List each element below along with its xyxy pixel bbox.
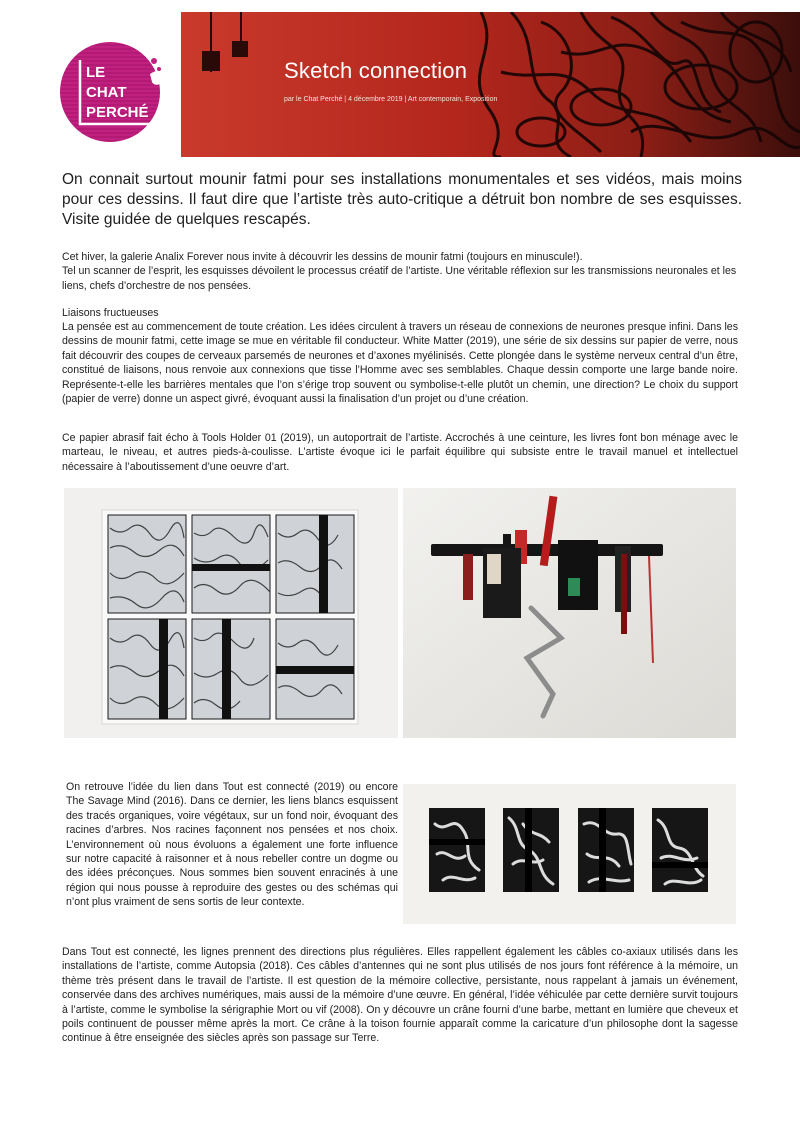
six-drawings-grid-image — [64, 488, 398, 738]
artwork-photo-tools-holder — [403, 488, 736, 738]
paragraph-3: On retrouve l’idée du lien dans Tout est connecté (2019) ou encore The Savage Mind (2016). Dans ce dernier, les liens blancs esquissent des tracés organiques, voire végétaux, sur un fond noir, évoquant des racines d’arbres. Nos racines façonnent nos pensées et nos choix. L’environnement où nous évoluons a également une forte influence sur notre capacité à raisonner et à nous rebeller contre un dogme ou des idées préconçues. Nous sommes bien souvent enracinés à une région qui nous pousse à reproduire des gestes ou des schémas qui n’ont plus vraiment de sens sortis de leur contexte. — [66, 781, 398, 909]
section-heading: Liaisons fructueuses — [62, 307, 159, 319]
tool-belt-sculpture-image — [403, 488, 736, 738]
four-drawings-on-wall-image — [403, 784, 736, 924]
intro-paragraph-1: Cet hiver, la galerie Analix Forever nous invite à découvrir les dessins de mounir fatmi (toujours en minuscule!). — [62, 251, 583, 263]
article-lead: On connait surtout mounir fatmi pour ses installations monumentales et ses vidéos, mais moins pour ces dessins. Il faut dire que l’artiste très auto-critique a détruit bon nombre de ses esquisses. Visite guidée de quelques rescapés. — [62, 171, 742, 228]
logo-line-3: PERCHÉ — [86, 104, 149, 121]
paragraph-1: La pensée est au commencement de toute création. Les idées circulent à travers un réseau de connexions de neurones presque infini. Dans les dessins de mounir fatmi, cette image se mue en véritable fil conducteur. White Matter (2019), une série de six dessins sur papier de verre, nous fait découvrir des coupes de cerveaux parsemés de neurones et d’axones myélinisés. Cette plongée dans le système nerveux central d’un être, constitué de liaisons, nous renvoie aux connexions que tisse l’Homme avec ses semblables. Chaque dessin comporte une large bande noire. Représente-t-elle les barrières mentales que l’on s’érige trop souvent ou symbolise-t-elle plutôt un chemin, une direction? Le choix du support (papier de verre) donne un aspect givré, évoquant aussi la finalisation d’un projet ou d’une création. — [62, 321, 738, 406]
logo-line-2: CHAT — [86, 84, 127, 101]
site-logo[interactable] — [58, 38, 166, 146]
article-intro — [62, 250, 738, 293]
paragraph-2: Ce papier abrasif fait écho à Tools Holder 01 (2019), un autoportrait de l’artiste. Accrochés à une ceinture, les livres font bon ménage avec le marteau, le niveau, et autres pieds-à-coulisse. L’artiste évoque ici le parfait équilibre qui subsiste entre le travail manuel et intellectuel nécessaire à l’aboutissement d’une oeuvre d’art. — [62, 432, 738, 473]
post-meta: par le Chat Perché | 4 décembre 2019 | Art contemporain, Exposition — [284, 96, 498, 103]
artwork-photo-savage-mind — [403, 784, 736, 924]
intro-paragraph-2: Tel un scanner de l’esprit, les esquisses dévoilent le processus créatif de l’artiste. Une véritable réflexion sur les transmissions neuronales et les liens, chefs d’orchestre de nos pensées. — [62, 265, 737, 292]
paragraph-4: Dans Tout est connecté, les lignes prennent des directions plus régulières. Elles rappellent également les câbles co-axiaux utilisés dans les installations de l’artiste, comme Autopsia (2018). Ces câbles d’antennes qui ne sont plus utilisés de nos jours font référence à la mémoire, un thème très présent dans le travail de l’artiste. Il est question de la mémoire collective, persistante, nous rappelant à jamais un événement, conservée dans des archives numériques, mais aussi de la mémoire d’une œuvre. En général, l’idée véhiculée par cette dernière survit toujours à l’artiste, comme le symbolise la sérigraphie Mort ou vif (2008). On y découvre un crâne fourni d’une barbe, mettant en lumière que cheveux et poils continuent de pousser même après la mort. Ce crâne à la toison fournie apparaît comme la caricature d’un philosophe dont la sagesse continue à être enseignée des siècles après son passage sur Terre. — [62, 946, 738, 1045]
speech-bubble-logo-icon — [58, 38, 166, 146]
page-title: Sketch connection — [284, 58, 468, 83]
header-banner — [181, 12, 800, 157]
banner-artwork-image — [181, 12, 800, 157]
artwork-photo-white-matter — [64, 488, 398, 738]
logo-line-1: LE — [86, 64, 106, 81]
